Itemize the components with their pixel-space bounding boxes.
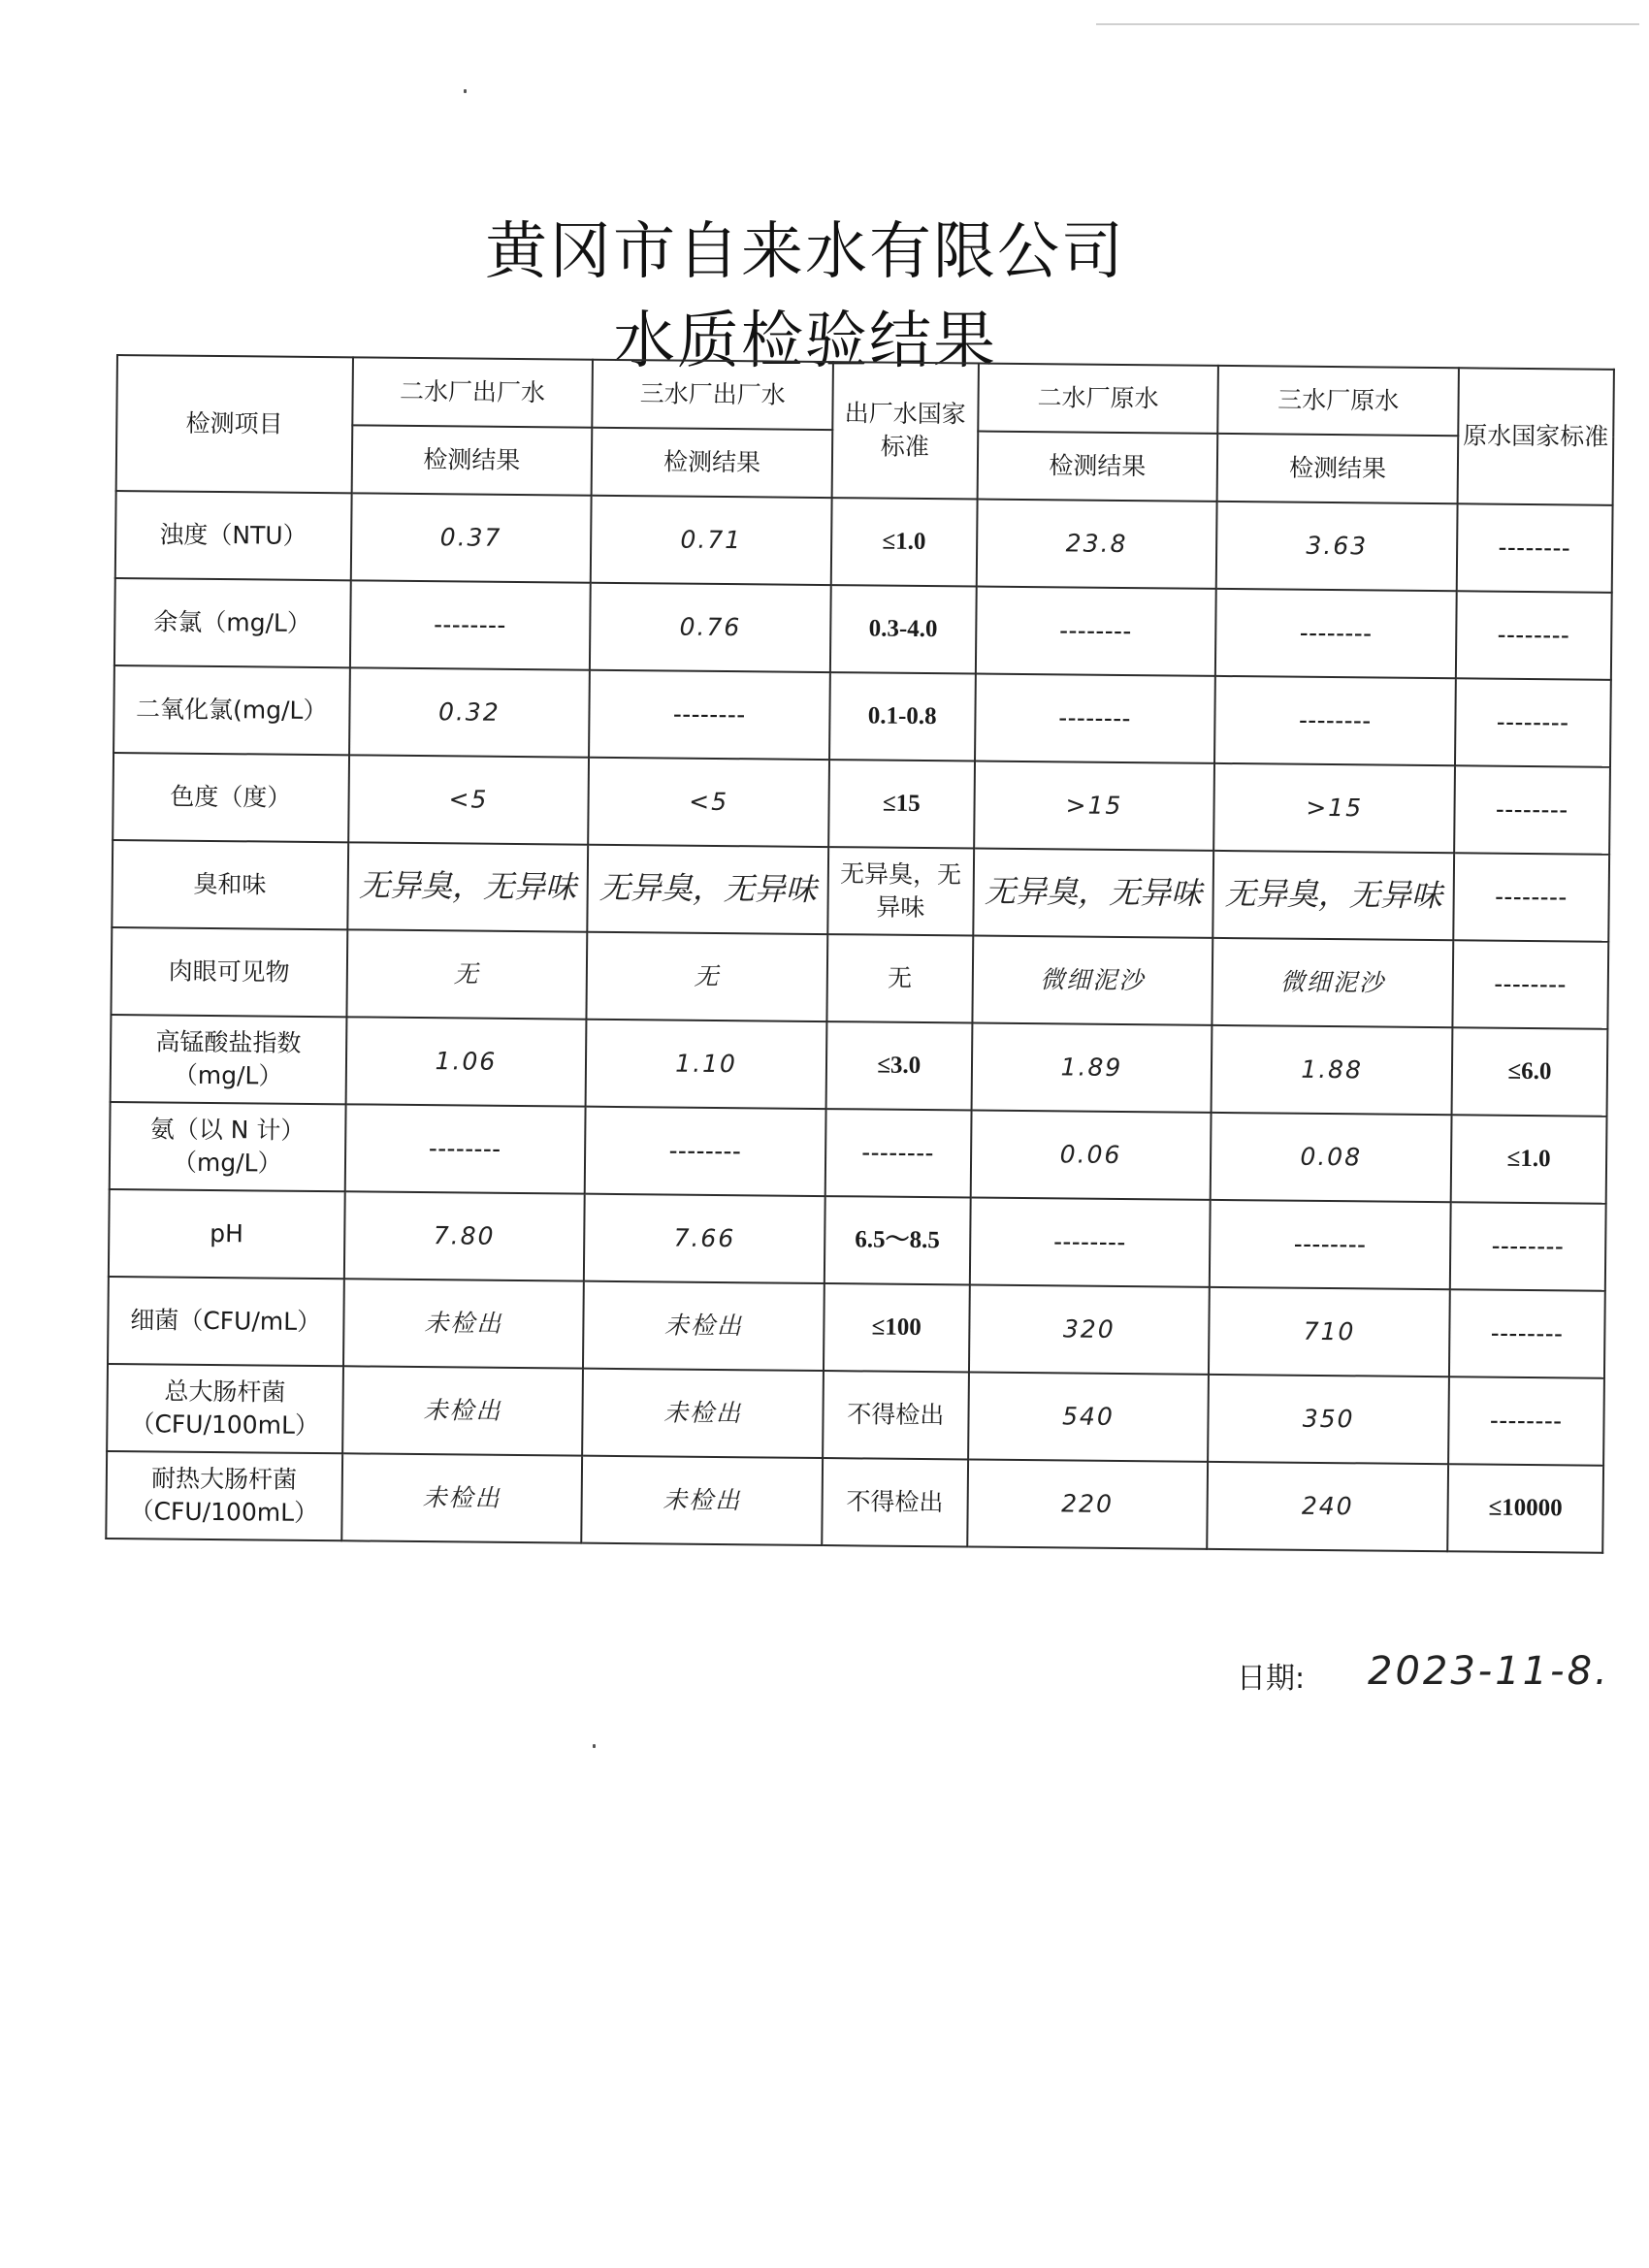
cell-w3-out: <5 (588, 758, 829, 847)
row-item-label: 色度（度） (113, 753, 348, 842)
header-group-w2-raw: 二水厂原水 (978, 364, 1218, 434)
cell-w2-raw: 320 (969, 1284, 1211, 1374)
scan-speck (464, 89, 467, 93)
table-row (113, 665, 1611, 767)
cell-w2-out: <5 (348, 755, 590, 844)
cell-w3-out: 未检出 (582, 1369, 824, 1458)
cell-raw-std: -------- (1448, 1377, 1604, 1466)
cell-out-std: 0.1-0.8 (829, 672, 975, 761)
cell-w2-raw: 220 (967, 1459, 1209, 1548)
table-row (106, 1451, 1603, 1553)
cell-w2-raw: 1.89 (971, 1022, 1212, 1112)
table-row (111, 927, 1608, 1029)
cell-out-std: 无 (826, 934, 972, 1022)
cell-w2-raw: 540 (968, 1372, 1210, 1461)
cell-w3-out: 无 (587, 932, 828, 1021)
table-row (115, 491, 1613, 593)
cell-w2-out: 未检出 (343, 1279, 585, 1368)
cell-raw-std: -------- (1456, 591, 1612, 680)
header-group-w3-out: 三水厂出厂水 (593, 360, 833, 430)
cell-w3-raw: 1.88 (1212, 1025, 1453, 1115)
table-row (107, 1364, 1604, 1466)
scan-speck (593, 1744, 596, 1748)
subheader-result: 检测结果 (592, 428, 832, 498)
report-title: 水质检验结果 (613, 306, 997, 377)
cell-raw-std: ≤10000 (1447, 1464, 1603, 1553)
cell-out-std: 无异臭，无异味 (827, 847, 973, 935)
cell-raw-std: -------- (1449, 1289, 1605, 1378)
row-item-label: 余氯（mg/L） (114, 578, 350, 667)
cell-w3-raw: -------- (1215, 589, 1457, 678)
cell-w3-out: 未检出 (581, 1456, 823, 1545)
cell-w3-out: -------- (589, 670, 830, 760)
cell-w2-raw: -------- (975, 674, 1216, 763)
cell-w3-out: 未检出 (583, 1281, 824, 1371)
cell-w3-raw: 3.63 (1216, 502, 1458, 591)
cell-raw-std: ≤1.0 (1451, 1115, 1607, 1204)
cell-out-std: 不得检出 (823, 1371, 968, 1459)
header-group-w2-out: 二水厂出厂水 (352, 357, 593, 427)
cell-w2-raw: -------- (975, 587, 1216, 676)
row-item-label: 细菌（CFU/mL） (108, 1277, 343, 1366)
cell-w3-raw: >15 (1213, 763, 1455, 853)
cell-w2-out: 无异臭，无异味 (347, 842, 589, 931)
cell-w2-out: 0.37 (350, 493, 592, 582)
cell-w2-raw: 无异臭，无异味 (973, 849, 1214, 938)
table-row (110, 1102, 1607, 1204)
table-row (109, 1189, 1606, 1291)
cell-w3-out: 0.76 (590, 583, 831, 672)
cell-w2-out: 无 (346, 929, 588, 1019)
cell-w2-out: -------- (344, 1104, 586, 1193)
date-label: 日期: (1237, 1662, 1306, 1696)
cell-w2-raw: 23.8 (976, 500, 1217, 589)
header-item: 检测项目 (116, 355, 353, 493)
row-item-label: 浊度（NTU） (115, 491, 351, 580)
row-item-label: 高锰酸盐指数（mg/L） (111, 1015, 346, 1104)
cell-raw-std: -------- (1455, 678, 1611, 767)
table-row (108, 1277, 1605, 1378)
results-table-body (106, 355, 1614, 1553)
cell-out-std: ≤15 (828, 760, 974, 848)
cell-w3-raw: 350 (1208, 1375, 1449, 1464)
results-table (105, 354, 1615, 1554)
table-row (112, 840, 1609, 942)
cell-w3-raw: 0.08 (1211, 1113, 1452, 1202)
table-row (113, 753, 1610, 855)
cell-w2-out: 未检出 (341, 1453, 583, 1542)
cell-out-std: ≤100 (824, 1283, 969, 1372)
cell-w2-out: 7.80 (343, 1191, 585, 1280)
row-item-label: 耐热大肠杆菌（CFU/100mL） (106, 1451, 341, 1540)
row-item-label: 二氧化氯(mg/L） (113, 665, 349, 755)
cell-raw-std: -------- (1454, 765, 1610, 855)
cell-w3-raw: 无异臭，无异味 (1213, 851, 1455, 940)
cell-raw-std: -------- (1452, 940, 1608, 1029)
row-item-label: 总大肠杆菌（CFU/100mL） (107, 1364, 342, 1453)
cell-w3-out: 0.71 (591, 496, 832, 585)
cell-w3-out: 无异臭，无异味 (588, 845, 829, 934)
cell-out-std: 0.3-4.0 (830, 585, 976, 673)
cell-w2-out: -------- (349, 580, 591, 669)
cell-w3-out: -------- (585, 1107, 826, 1196)
cell-w2-raw: 微细泥沙 (972, 936, 1213, 1025)
cell-w2-out: 0.32 (349, 667, 591, 757)
cell-w2-out: 未检出 (342, 1366, 584, 1455)
cell-w3-raw: -------- (1210, 1200, 1451, 1289)
cell-out-std: ≤1.0 (831, 498, 977, 586)
scan-edge-line (1096, 23, 1639, 25)
cell-w3-raw: 240 (1208, 1462, 1449, 1551)
cell-w3-out: 1.10 (586, 1020, 827, 1109)
subheader-result: 检测结果 (351, 425, 592, 495)
cell-w3-raw: 710 (1209, 1287, 1450, 1377)
cell-w2-raw: -------- (969, 1197, 1211, 1286)
cell-w2-out: 1.06 (345, 1017, 587, 1106)
cell-raw-std: -------- (1450, 1202, 1606, 1291)
cell-w3-raw: -------- (1214, 676, 1456, 765)
cell-w2-raw: 0.06 (970, 1110, 1212, 1199)
cell-raw-std: -------- (1453, 853, 1609, 942)
cell-raw-std: -------- (1457, 503, 1613, 593)
row-item-label: 臭和味 (112, 840, 347, 929)
header-raw-std: 原水国家标准 (1458, 368, 1614, 505)
row-item-label: 氨（以 N 计）（mg/L） (110, 1102, 345, 1191)
cell-w3-raw: 微细泥沙 (1212, 938, 1454, 1027)
cell-out-std: ≤3.0 (826, 1021, 972, 1110)
company-title: 黄冈市自来水有限公司 (485, 216, 1125, 288)
table-row (114, 578, 1612, 680)
row-item-label: pH (109, 1189, 344, 1279)
row-item-label: 肉眼可见物 (111, 927, 346, 1017)
cell-out-std: -------- (825, 1109, 971, 1197)
subheader-result: 检测结果 (1217, 434, 1458, 503)
cell-w3-out: 7.66 (584, 1194, 825, 1283)
subheader-result: 检测结果 (977, 432, 1217, 502)
header-group-w3-raw: 三水厂原水 (1218, 366, 1459, 436)
date-value: 2023-11-8. (1368, 1649, 1610, 1694)
cell-raw-std: ≤6.0 (1452, 1027, 1608, 1117)
cell-out-std: 不得检出 (822, 1458, 967, 1546)
table-row (111, 1015, 1608, 1117)
cell-out-std: 6.5～8.5 (824, 1196, 970, 1284)
table-header-row (116, 355, 1614, 437)
header-out-std: 出厂水国家标准 (832, 362, 979, 499)
cell-w2-raw: >15 (974, 761, 1215, 851)
